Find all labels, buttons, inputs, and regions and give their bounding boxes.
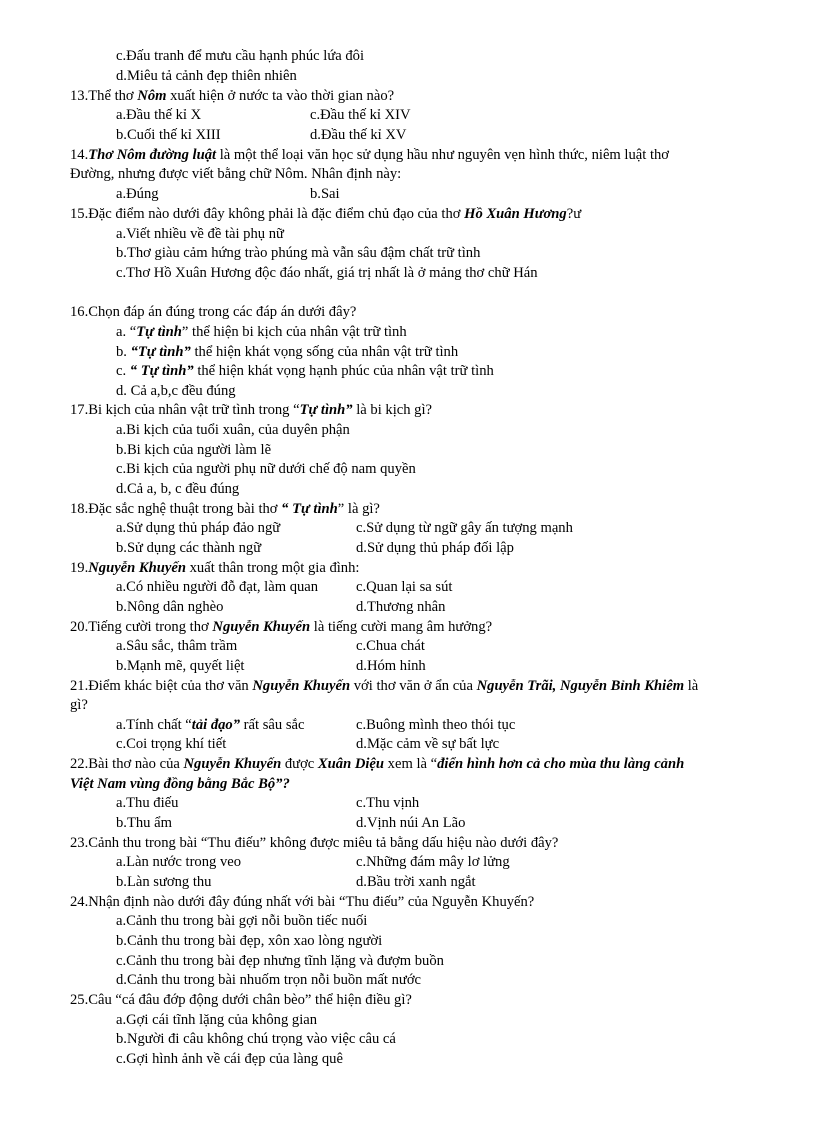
option-b: b. “Tự tình” thể hiện khát vọng sống của nhân vật trữ tình	[116, 344, 459, 360]
option-b: b.Thu ẩm	[116, 815, 172, 831]
question-21-continued: gì?	[70, 697, 88, 713]
option-d: d. Cả a,b,c đều đúng	[116, 383, 236, 399]
question-16: 16.Chọn đáp án đúng trong các đáp án dưới đây?	[70, 304, 357, 320]
question-14-continued: Đường, nhưng được viết bằng chữ Nôm. Nhân định này:	[70, 166, 402, 182]
question-15: 15.Đặc điểm nào dưới đây không phải là đặc điểm chủ đạo của thơ Hồ Xuân Hương?ư	[70, 206, 582, 222]
option-c: c.Buông mình theo thói tục	[356, 717, 516, 733]
option-d: d.Sử dụng thủ pháp đối lập	[356, 540, 514, 556]
option-c: c.Bi kịch của người phụ nữ dưới chế độ nam quyền	[116, 461, 416, 477]
option-c: c.Cảnh thu trong bài đẹp nhưng tĩnh lặng và đượm buồn	[116, 953, 444, 969]
question-13: 13.Thể thơ Nôm xuất hiện ở nước ta vào thời gian nào?	[70, 88, 395, 104]
question-22-continued: Việt Nam vùng đồng bằng Bắc Bộ”?	[70, 776, 290, 792]
option-a: a.Tính chất “tải đạo” rất sâu sắc	[116, 717, 305, 733]
option-a: a.Viết nhiều về đề tài phụ nữ	[116, 226, 284, 242]
option-b: b.Nông dân nghèo	[116, 599, 224, 615]
option-b: b.Người đi câu không chú trọng vào việc câu cá	[116, 1031, 396, 1047]
option-a: a.Bi kịch của tuổi xuân, của duyên phận	[116, 422, 350, 438]
option-c: c.Gợi hình ảnh về cái đẹp của làng quê	[116, 1051, 343, 1067]
option-a: a. “Tự tình” thể hiện bi kịch của nhân vật trữ tình	[116, 324, 407, 340]
option-d: d.Hóm hỉnh	[356, 658, 426, 674]
question-25: 25.Câu “cá đâu đớp động dưới chân bèo” thể hiện điều gì?	[70, 992, 412, 1008]
question-23: 23.Cảnh thu trong bài “Thu điếu” không được miêu tả bằng dấu hiệu nào dưới đây?	[70, 835, 559, 851]
question-22: 22.Bài thơ nào của Nguyễn Khuyến được Xuân Diệu xem là “điển hình hơn cả cho mùa thu làng cảnh	[70, 756, 685, 772]
question-21: 21.Điểm khác biệt của thơ văn Nguyễn Khuyến với thơ văn ở ẩn của Nguyễn Trãi, Nguyễn Bỉnh Khiêm là	[70, 678, 699, 694]
question-14: 14.Thơ Nôm đường luật là một thể loại văn học sử dụng hầu như nguyên vẹn hình thức, niêm luật thơ	[70, 147, 670, 163]
option-d: d.Cả a, b, c đều đúng	[116, 481, 240, 497]
question-19: 19.Nguyễn Khuyến xuất thân trong một gia đình:	[70, 560, 360, 576]
option-a: a.Có nhiều người đỗ đạt, làm quan	[116, 579, 319, 595]
option-c: c.Thu vịnh	[356, 795, 420, 811]
option-a: a.Đúng	[116, 186, 159, 202]
option-b: b.Mạnh mẽ, quyết liệt	[116, 658, 245, 674]
option-d: d.Vịnh núi An Lão	[356, 815, 466, 831]
question-20: 20.Tiếng cười trong thơ Nguyễn Khuyến là tiếng cười mang âm hưởng?	[70, 619, 493, 635]
question-17: 17.Bi kịch của nhân vật trữ tình trong “Tự tình” là bi kịch gì?	[70, 402, 432, 418]
option-c: c.Sử dụng từ ngữ gây ấn tượng mạnh	[356, 520, 573, 536]
option-c: c.Quan lại sa sút	[356, 579, 453, 595]
option-a: a.Thu điếu	[116, 795, 179, 811]
option-d: d.Bầu trời xanh ngắt	[356, 874, 476, 890]
option-a: a.Gợi cái tĩnh lặng của không gian	[116, 1012, 318, 1028]
option-a: a.Làn nước trong veo	[116, 854, 242, 870]
option-c: c.Chua chát	[356, 638, 425, 654]
option-c: c.Thơ Hồ Xuân Hương độc đáo nhất, giá trị nhất là ở mảng thơ chữ Hán	[116, 265, 538, 281]
option-a: a.Sử dụng thủ pháp đảo ngữ	[116, 520, 281, 536]
option-c: c.Đấu tranh để mưu cầu hạnh phúc lứa đôi	[116, 48, 365, 64]
option-d: d.Miêu tả cảnh đẹp thiên nhiên	[116, 68, 297, 84]
option-b: b.Cảnh thu trong bài đẹp, xôn xao lòng người	[116, 933, 383, 949]
option-b: b.Sai	[310, 186, 340, 202]
option-d: d.Thương nhân	[356, 599, 446, 615]
option-b: b.Sử dụng các thành ngữ	[116, 540, 262, 556]
option-b: b.Bi kịch của người làm lẽ	[116, 442, 272, 458]
option-a: a.Cảnh thu trong bài gợi nỗi buồn tiếc nuối	[116, 913, 368, 929]
option-c: c.Đầu thế kỉ XIV	[310, 107, 411, 123]
option-d: d.Đầu thế kỉ XV	[310, 127, 407, 143]
option-d: d.Mặc cảm về sự bất lực	[356, 736, 500, 752]
question-18: 18.Đặc sắc nghệ thuật trong bài thơ “ Tự tình” là gì?	[70, 501, 380, 517]
option-d: d.Cảnh thu trong bài nhuốm trọn nỗi buồn mất nước	[116, 972, 422, 988]
option-b: b.Thơ giàu cảm hứng trào phúng mà vẫn sâu đậm chất trữ tình	[116, 245, 481, 261]
option-b: c.Coi trọng khí tiết	[116, 736, 227, 752]
option-a: a.Sâu sắc, thâm trầm	[116, 638, 238, 654]
option-c: c.Những đám mây lơ lửng	[356, 854, 510, 870]
option-b: b.Cuối thế kỉ XIII	[116, 127, 221, 143]
option-a: a.Đầu thế kỉ X	[116, 107, 202, 123]
option-c: c. “ Tự tình” thể hiện khát vọng hạnh phúc của nhân vật trữ tình	[116, 363, 494, 379]
question-24: 24.Nhận định nào dưới đây đúng nhất với bài “Thu điếu” của Nguyễn Khuyến?	[70, 894, 535, 910]
option-b: b.Làn sương thu	[116, 874, 212, 890]
